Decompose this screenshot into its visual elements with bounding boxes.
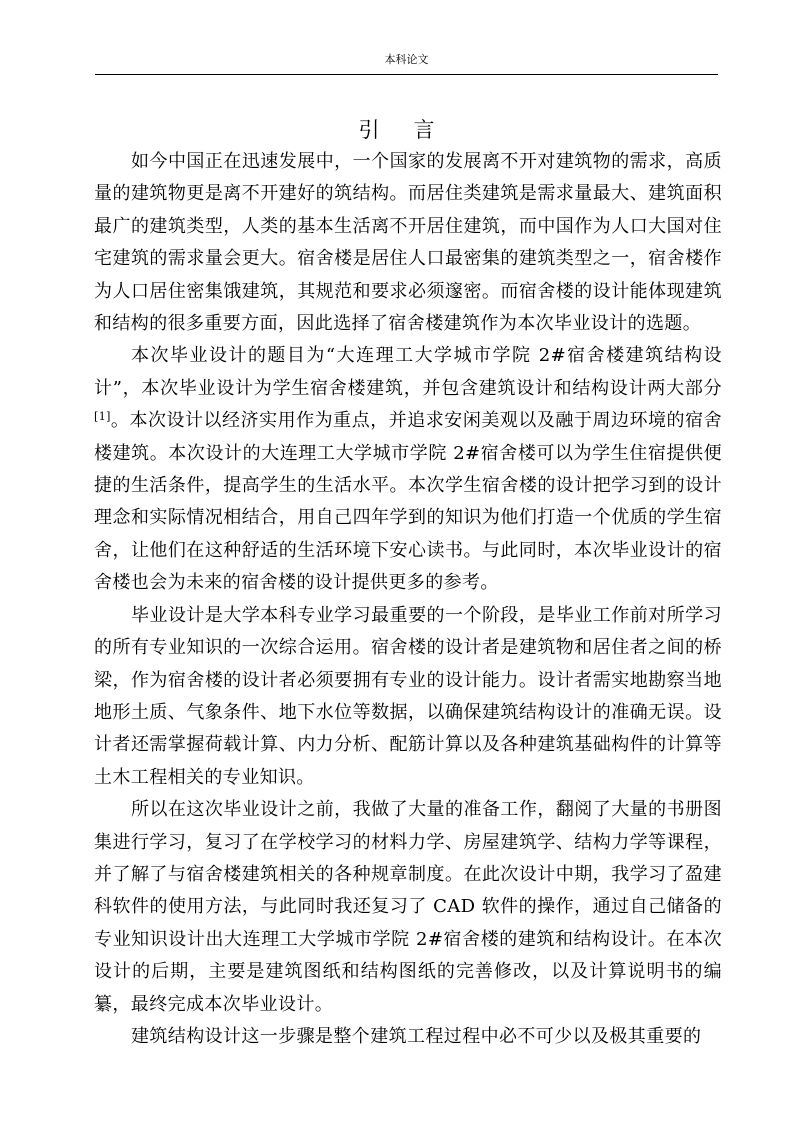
paragraph-2-text-after: 。本次设计以经济实用作为重点，并追求安闲美观以及融于周边环境的宿舍楼建筑。本次设计的大连理工大学城市学院 2#宿舍楼可以为学生住宿提供便捷的生活条件，提高学生的生活水平。本次学生宿舍楼的设计把学习到的设计理念和实际情况相结合，用自己四年学到的知识为他们打造一个优质的学生宿舍，让他们在这种舒适的生活环境下安心读书。与此同时，本次毕业设计的宿舍楼也会为未来的宿舍楼的设计提供更多的参考。: [94, 410, 722, 594]
paragraph-1: 如今中国正在迅速发展中，一个国家的发展离不开对建筑物的需求，高质量的建筑物更是离不开建好的筑结构。而居住类建筑是需求量最大、建筑面积最广的建筑类型，人类的基本生活离不开居住建筑，而中国作为人口大国对住宅建筑的需求量会更大。宿舍楼是居住人口最密集的建筑类型之一，宿舍楼作为人口居住密集饿建筑，其规范和要求必须邃密。而宿舍楼的设计能体现建筑和结构的很多重要方面，因此选择了宿舍楼建筑作为本次毕业设计的选题。: [94, 151, 722, 335]
paragraph-4: 所以在这次毕业设计之前，我做了大量的准备工作，翻阅了大量的书册图集进行学习，复习了在学校学习的材料力学、房屋建筑学、结构力学等课程，并了解了与宿舍楼建筑相关的各种规章制度。在此次设计中期，我学习了盈建科软件的使用方法，与此同时我还复习了 CAD 软件的操作，通过自己储备的专业知识设计出大连理工大学城市学院 2#宿舍楼的建筑和结构设计。在本次设计的后期，主要是建筑图纸和结构图纸的完善修改，以及计算说明书的编纂，最终完成本次毕业设计。: [94, 799, 722, 1015]
section-title: 引言: [358, 118, 469, 142]
paragraph-3: 毕业设计是大学本科专业学习最重要的一个阶段，是毕业工作前对所学习的所有专业知识的一次综合运用。宿舍楼的设计者是建筑物和居住者之间的桥梁，作为宿舍楼的设计者必须要拥有专业的设计能力。设计者需实地勘察当地地形土质、气象条件、地下水位等数据，以确保建筑结构设计的准确无误。设计者还需掌握荷载计算、内力分析、配筋计算以及各种建筑基础构件的计算等土木工程相关的专业知识。: [94, 604, 722, 788]
paragraph-5: 建筑结构设计这一步骤是整个建筑工程过程中必不可少以及极其重要的: [131, 1025, 702, 1047]
header-label: 本科论文: [384, 53, 429, 66]
paragraph-2: [94, 340, 722, 599]
body-text: [94, 146, 722, 1053]
paragraph-2-text-before: 本次毕业设计的题目为“大连理工大学城市学院 2#宿舍楼建筑结构设计”，本次毕业设计为学生宿舍楼建筑，并包含建筑设计和结构设计两大部分: [94, 345, 722, 399]
page-header: [95, 53, 718, 75]
citation-marker: [1]: [94, 410, 111, 424]
